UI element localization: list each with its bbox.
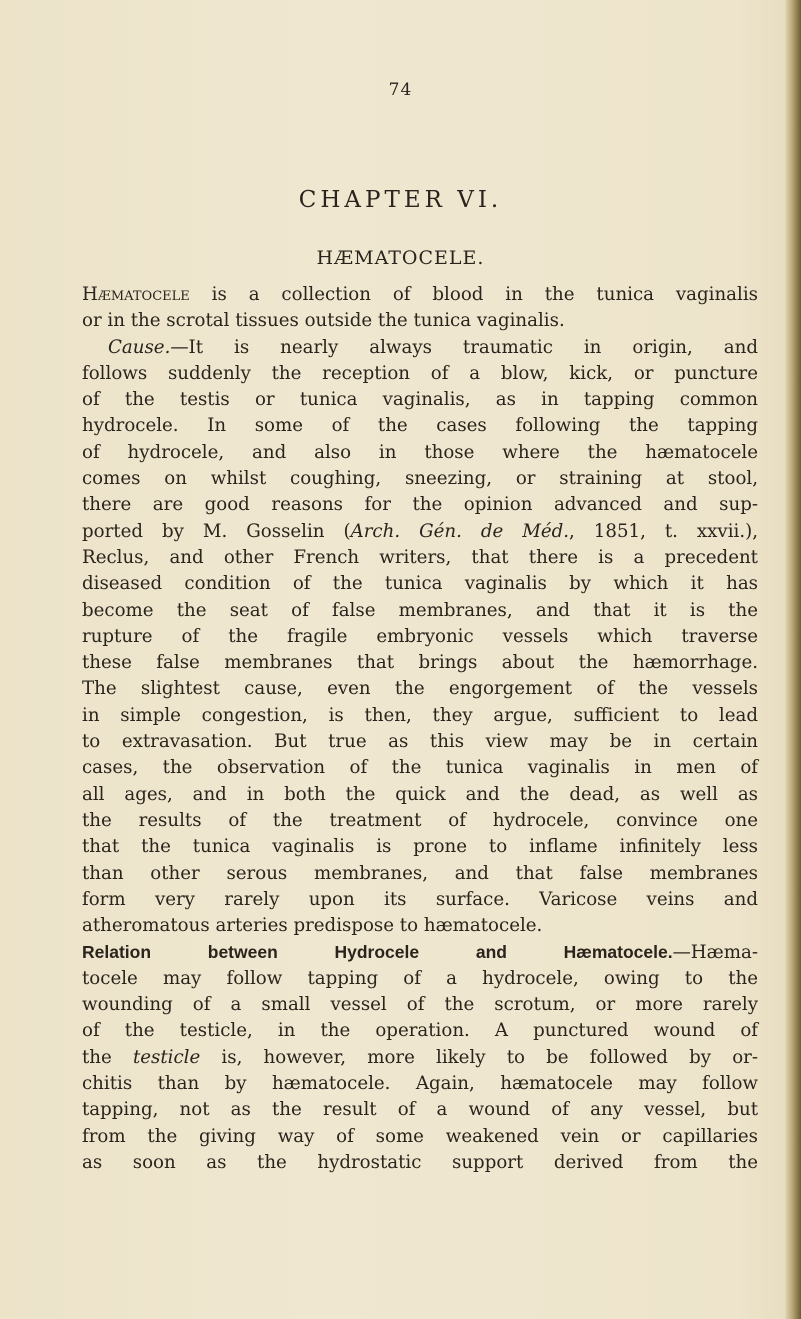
text-line <box>82 1150 758 1176</box>
text-line <box>82 571 758 597</box>
text-run: of the testicle, in the operation. A punctured wound of <box>82 1020 758 1042</box>
text-line <box>82 1071 758 1097</box>
text-run: tapping, not as the result of a wound of any vessel, but <box>82 1099 758 1121</box>
text-line <box>82 1045 758 1071</box>
chapter-title: CHAPTER VI. <box>298 187 503 213</box>
text-line <box>82 308 758 334</box>
text-run: there are good reasons for the opinion advanced and sup- <box>82 494 758 516</box>
text-line <box>82 913 758 939</box>
text-line <box>82 1018 758 1044</box>
text-run: that the tunica vaginalis is prone to inflame infinitely less <box>82 836 758 858</box>
section-heading: HÆMATOCELE. <box>316 247 485 269</box>
text-line <box>82 282 758 308</box>
text-run: hydrocele. In some of the cases following the tapping <box>82 415 758 437</box>
text-run: to extravasation. But true as this view may be in certain <box>82 731 758 753</box>
text-line <box>82 834 758 860</box>
text-run: —It is nearly always traumatic in origin, and <box>170 336 758 358</box>
italic-text: testicle <box>132 1046 201 1068</box>
text-line <box>82 650 758 676</box>
text-run: tocele may follow tapping of a hydrocele, owing to the <box>82 967 758 989</box>
text-line <box>82 1097 758 1123</box>
run-in-heading: Relation between Hydrocele and Hæmatocele. <box>82 942 673 963</box>
text-line <box>82 755 758 781</box>
body-text <box>82 282 758 1176</box>
text-line <box>82 598 758 624</box>
text-run: atheromatous arteries predispose to hæmatocele. <box>82 915 543 937</box>
text-run: chitis than by hæmatocele. Again, hæmatocele may follow <box>82 1072 758 1094</box>
text-run: follows suddenly the reception of a blow, kick, or puncture <box>82 362 758 384</box>
text-run: —Hæma- <box>672 942 758 964</box>
text-run: the results of the treatment of hydrocele, convince one <box>82 809 758 831</box>
text-line <box>82 466 758 492</box>
text-run: all ages, and in both the quick and the dead, as well as <box>82 783 758 805</box>
text-run: Reclus, and other French writers, that there is a precedent <box>82 546 758 568</box>
text-run: wounding of a small vessel of the scrotum, or more rarely <box>82 994 758 1016</box>
text-line <box>82 861 758 887</box>
text-run: , 1851, t. xxvii.), <box>569 520 758 542</box>
text-line <box>82 808 758 834</box>
text-run: these false membranes that brings about the hæmorrhage. <box>82 652 758 674</box>
text-line <box>82 703 758 729</box>
text-line <box>82 440 758 466</box>
text-run: rupture of the fragile embryonic vessels which traverse <box>82 625 758 647</box>
text-run: as soon as the hydrostatic support derived from the <box>82 1151 758 1173</box>
text-line <box>82 387 758 413</box>
text-line <box>82 545 758 571</box>
text-line <box>82 519 758 545</box>
text-line <box>82 729 758 755</box>
text-line <box>82 782 758 808</box>
text-line <box>82 966 758 992</box>
text-run: diseased condition of the tunica vaginalis by which it has <box>82 573 758 595</box>
text-run: The slightest cause, even the engorgement of the vessels <box>82 678 758 700</box>
text-run: cases, the observation of the tunica vaginalis in men of <box>82 757 758 779</box>
text-run: in simple congestion, is then, they argue, sufficient to lead <box>82 704 758 726</box>
text-line <box>82 335 758 361</box>
text-line <box>82 676 758 702</box>
text-run: of hydrocele, and also in those where the hæmatocele <box>82 441 758 463</box>
text-run: than other serous membranes, and that false membranes <box>82 862 758 884</box>
text-line <box>82 413 758 439</box>
text-line <box>82 992 758 1018</box>
text-line <box>82 939 758 965</box>
text-run: is, however, more likely to be followed by or- <box>200 1046 758 1068</box>
text-run: of the testis or tunica vaginalis, as in tapping common <box>82 389 758 411</box>
text-run: the <box>82 1046 133 1068</box>
lead-word: Hæmatocele <box>82 284 190 305</box>
text-line <box>82 887 758 913</box>
text-line <box>82 624 758 650</box>
page-number: 74 <box>388 80 413 100</box>
italic-text: Cause. <box>108 336 171 358</box>
text-line <box>82 361 758 387</box>
page-edge-shadow <box>785 0 801 1319</box>
text-run: become the seat of false membranes, and that it is the <box>82 599 758 621</box>
text-run: form very rarely upon its surface. Varicose veins and <box>82 888 758 910</box>
text-run: or in the scrotal tissues outside the tunica vaginalis. <box>82 310 565 332</box>
text-run: from the giving way of some weakened vein or capillaries <box>82 1125 758 1147</box>
text-line <box>82 1124 758 1150</box>
italic-text: Arch. Gén. de Méd. <box>350 520 570 542</box>
text-run: ported by M. Gosselin ( <box>82 520 351 542</box>
text-run: comes on whilst coughing, sneezing, or straining at stool, <box>82 468 758 490</box>
text-run: is a collection of blood in the tunica vaginalis <box>189 284 758 305</box>
text-line <box>82 492 758 518</box>
